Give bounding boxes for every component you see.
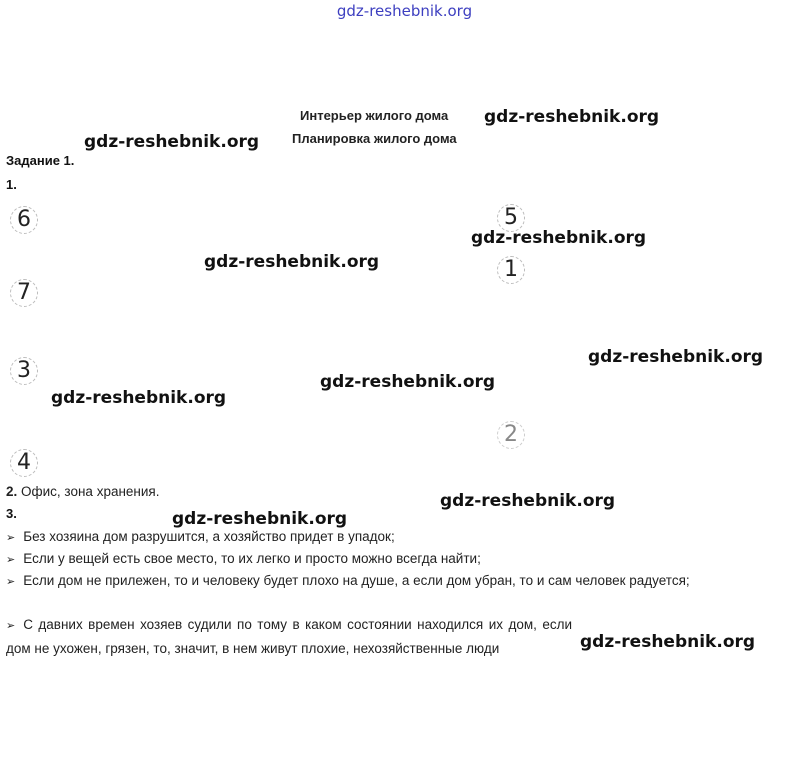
plan-number-2: 2 [497, 421, 525, 449]
plan-number-5: 5 [497, 204, 525, 232]
title-interior: Интерьер жилого дома [300, 108, 449, 123]
arrow-bullet-icon: ➢ [6, 554, 16, 566]
watermark-7: gdz-reshebnik.org [51, 388, 227, 408]
watermark-5: gdz-reshebnik.org [588, 347, 764, 367]
part-2-text: Офис, зона хранения. [21, 484, 160, 499]
bullet-item-4 [6, 614, 572, 659]
plan-number-1: 1 [497, 256, 525, 284]
plan-number-3: 3 [10, 357, 38, 385]
task-title: Задание 1. [6, 153, 75, 168]
title-layout: Планировка жилого дома [292, 131, 457, 146]
watermark-2: gdz-reshebnik.org [84, 132, 260, 152]
plan-number-4: 4 [10, 449, 38, 477]
arrow-bullet-icon: ➢ [6, 620, 16, 632]
part-3-label: 3. [6, 506, 17, 521]
part-2-label: 2. [6, 484, 18, 499]
plan-number-7: 7 [10, 279, 38, 307]
arrow-bullet-icon: ➢ [6, 532, 16, 544]
bullet-item-1 [6, 526, 778, 550]
part-2 [6, 484, 159, 499]
bullet-item-2 [6, 548, 778, 572]
watermark-6: gdz-reshebnik.org [320, 372, 496, 392]
site-watermark-top[interactable]: gdz-reshebnik.org [336, 2, 473, 20]
plan-number-6: 6 [10, 206, 38, 234]
bullet-text-1: Без хозяина дом разрушится, а хозяйство придет в упадок; [23, 529, 395, 544]
bullet-text-3: Если дом не прилежен, то и человеку будет плохо на душе, а если дом убран, то и сам человек радуется; [23, 573, 690, 588]
watermark-9: gdz-reshebnik.org [172, 509, 348, 529]
watermark-3: gdz-reshebnik.org [471, 228, 647, 248]
bullet-text-2: Если у вещей есть свое место, то их легко и просто можно всегда найти; [23, 551, 481, 566]
watermark-10: gdz-reshebnik.org [580, 632, 756, 652]
bullet-item-3 [6, 570, 778, 594]
watermark-8: gdz-reshebnik.org [440, 491, 616, 511]
part-1-label: 1. [6, 177, 17, 192]
watermark-4: gdz-reshebnik.org [204, 252, 380, 272]
bullet-text-4: С давних времен хозяев судили по тому в каком состоянии находился их дом, если дом не ухожен, грязен, то, значит, в нем живут плохие, нехозяйственные люди [6, 617, 572, 656]
arrow-bullet-icon: ➢ [6, 576, 16, 588]
watermark-1: gdz-reshebnik.org [484, 107, 660, 127]
